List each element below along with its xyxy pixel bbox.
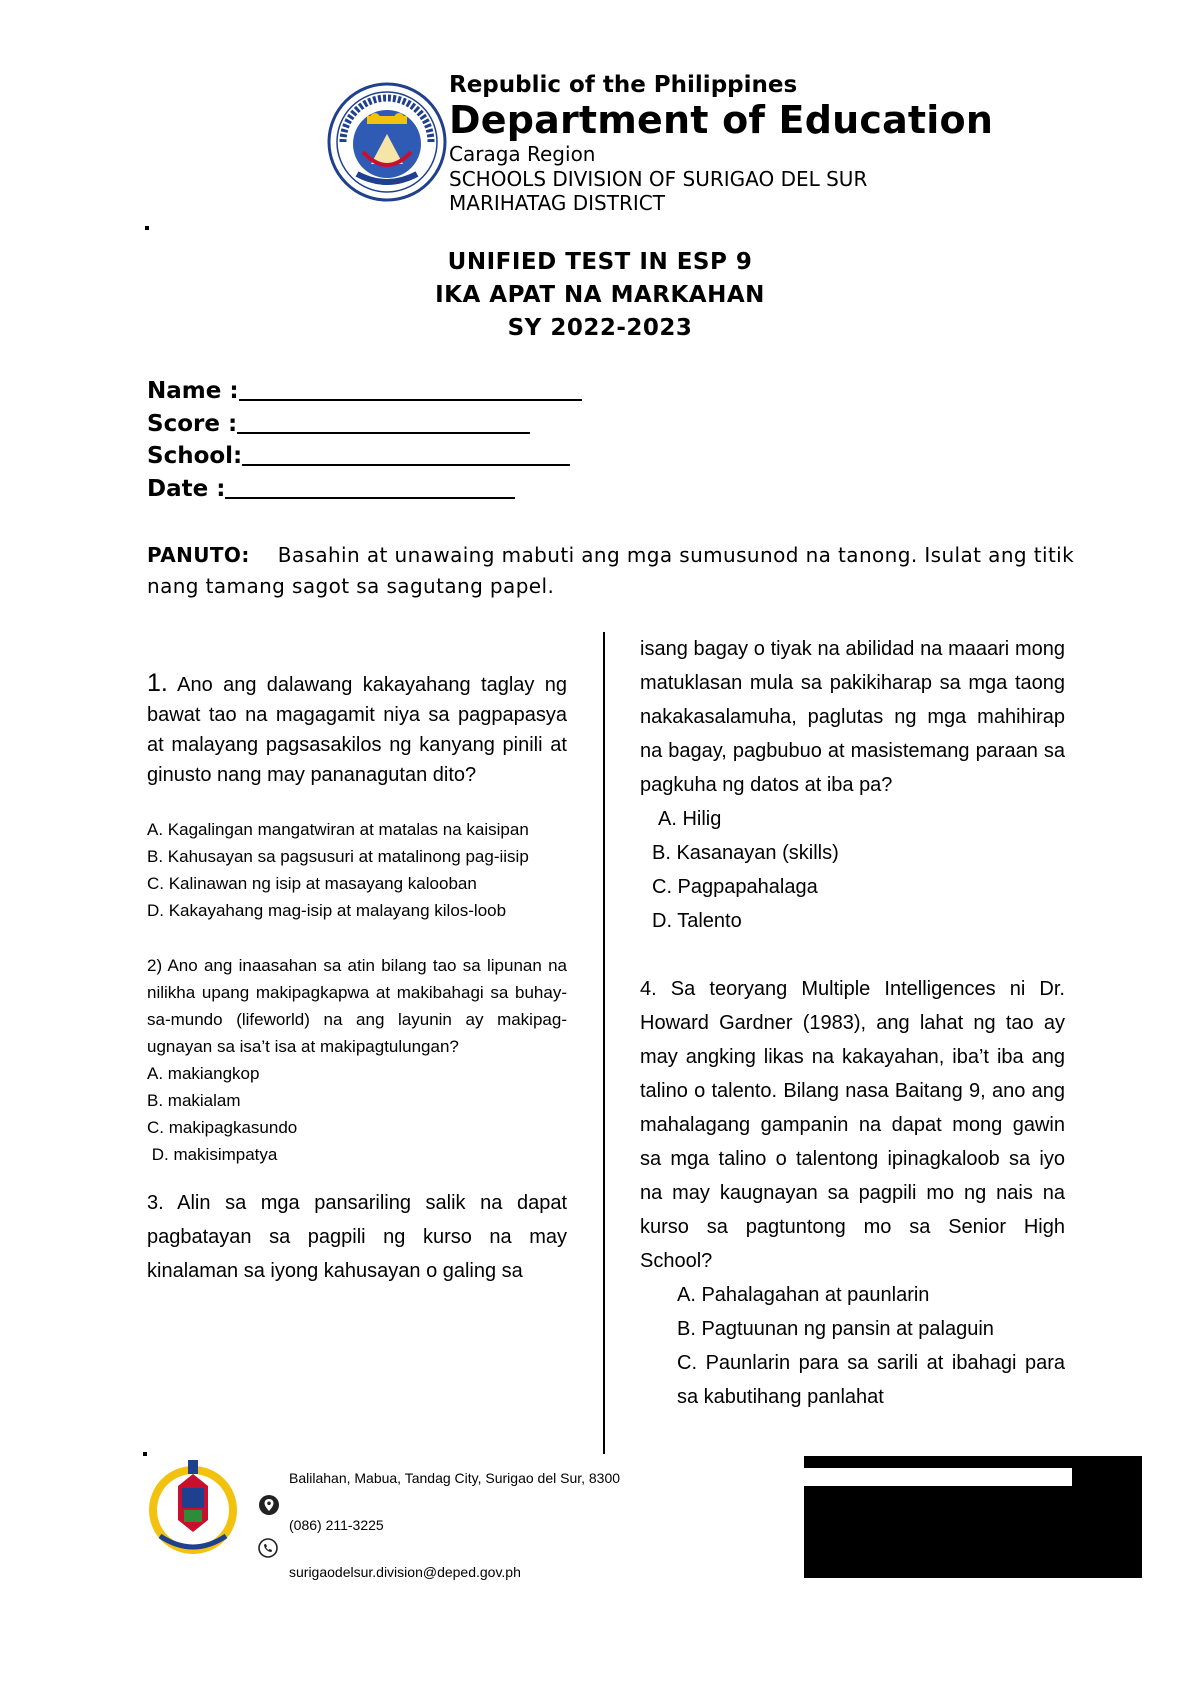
question-1-option-b[interactable]: B. Kahusayan sa pagsusuri at matalinong pag-iisip [147, 847, 529, 866]
footer-email: surigaodelsur.division@deped.gov.ph [289, 1564, 521, 1580]
stray-mark [145, 226, 149, 230]
question-2-option-c[interactable]: C. makipagkasundo [147, 1118, 298, 1137]
footer-address: Balilahan, Mabua, Tandag City, Surigao del Sur, 8300 [289, 1470, 621, 1486]
name-field[interactable] [147, 377, 582, 404]
question-1-option-c[interactable]: C. Kalinawan ng isip at masayang kalooban [147, 874, 477, 893]
question-4-option-c[interactable]: C. Paunlarin para sa sarili at ibahagi para sa kabutihang panlahat [677, 1352, 1065, 1408]
stray-mark [143, 1452, 147, 1456]
column-divider [603, 632, 605, 1454]
date-blank[interactable] [225, 475, 515, 499]
question-1-option-d[interactable]: D. Kakayahang mag-isip at malayang kilos-loob [147, 901, 507, 920]
score-field[interactable] [147, 410, 530, 437]
name-label: Name : [147, 378, 239, 404]
name-blank[interactable] [239, 377, 582, 401]
location-pin-icon [258, 1494, 280, 1516]
question-2-option-a[interactable]: A. makiangkop [147, 1064, 260, 1083]
question-3-text-continued: isang bagay o tiyak na abilidad na maaari mong matuklasan mula sa pakikiharap sa mga taong nakakasalamuha, paglutas ng mga mahihirap na bagay, pagbubuo at masistemang paraan sa pagkuha ng datos at iba pa? [640, 638, 1065, 796]
question-1-number: 1. [147, 669, 168, 697]
test-quarter: IKA APAT NA MARKAHAN [435, 282, 765, 308]
score-blank[interactable] [237, 410, 530, 434]
date-label: Date : [147, 476, 226, 502]
question-1 [147, 668, 567, 790]
question-1-text: Ano ang dalawang kakayahang taglay ng bawat tao na magagamit niya sa pagpapasya at malayang pagsasakilos ng kanyang pinili at ginusto nang may pananagutan dito? [147, 674, 568, 786]
test-title: UNIFIED TEST IN ESP 9 [447, 249, 753, 275]
header-region: Caraga Region [449, 142, 596, 166]
school-label: School: [147, 443, 243, 469]
question-1-option-a[interactable]: A. Kagalingan mangatwiran at matalas na kaisipan [147, 820, 529, 839]
question-4-option-a[interactable]: A. Pahalagahan at paunlarin [677, 1284, 930, 1306]
redaction-gap [804, 1468, 1072, 1486]
header-department: Department of Education [449, 98, 994, 142]
question-2-option-b[interactable]: B. makialam [147, 1091, 241, 1110]
question-3-option-d[interactable]: D. Talento [652, 910, 742, 932]
footer-phone: (086) 211-3225 [289, 1517, 384, 1533]
header-republic: Republic of the Philippines [449, 72, 798, 98]
header-division: SCHOOLS DIVISION OF SURIGAO DEL SUR [449, 167, 868, 191]
question-3-text-start: 3. Alin sa mga pansariling salik na dapat pagbatayan sa pagpili ng kurso na may kinalaman sa iyong kahusayan o galing sa [147, 1192, 567, 1282]
question-4-option-b[interactable]: B. Pagtuunan ng pansin at palaguin [677, 1318, 994, 1340]
school-blank[interactable] [242, 442, 570, 466]
instructions-text: Basahin at unawaing mabuti ang mga sumusunod na tanong. Isulat ang titik nang tamang sagot sa sagutang papel. [147, 543, 1075, 598]
instructions [147, 540, 1077, 602]
question-3-option-b[interactable]: B. Kasanayan (skills) [652, 842, 839, 864]
question-2-option-d[interactable]: D. makisimpatya [147, 1145, 278, 1164]
left-column [147, 668, 567, 1288]
score-label: Score : [147, 411, 238, 437]
instructions-label: PANUTO: [147, 543, 250, 567]
division-seal-icon [148, 1458, 238, 1558]
header-district: MARIHATAG DISTRICT [449, 191, 665, 215]
phone-icon [258, 1538, 278, 1558]
question-3-option-a[interactable]: A. Hilig [658, 808, 722, 830]
date-field[interactable] [147, 475, 515, 502]
question-4-text: 4. Sa teoryang Multiple Intelligences ni Dr. Howard Gardner (1983), ang lahat ng tao ay may angking likas na kakayahan, iba’t iba ang talino o talento. Bilang nasa Baitang 9, ano ang mahalagang gampanin na dapat mong gawin sa mga talino o talentong ipinagkaloob sa iyo na may kaugnayan sa pagpili mo ng nais na kurso sa pagtuntong mo sa Senior High School? [640, 978, 1065, 1272]
right-column [640, 632, 1065, 1414]
school-field[interactable] [147, 442, 570, 469]
school-year: SY 2022-2023 [507, 315, 693, 341]
question-3-option-c[interactable]: C. Pagpapahalaga [652, 876, 818, 898]
question-2-text: 2) Ano ang inaasahan sa atin bilang tao sa lipunan na nilikha upang makipagkapwa at makibahagi sa buhay-sa-mundo (lifeworld) na ang layunin ay makipag-ugnayan sa isa’t isa at makipagtulungan? [147, 956, 567, 1056]
deped-seal-icon [327, 82, 447, 202]
